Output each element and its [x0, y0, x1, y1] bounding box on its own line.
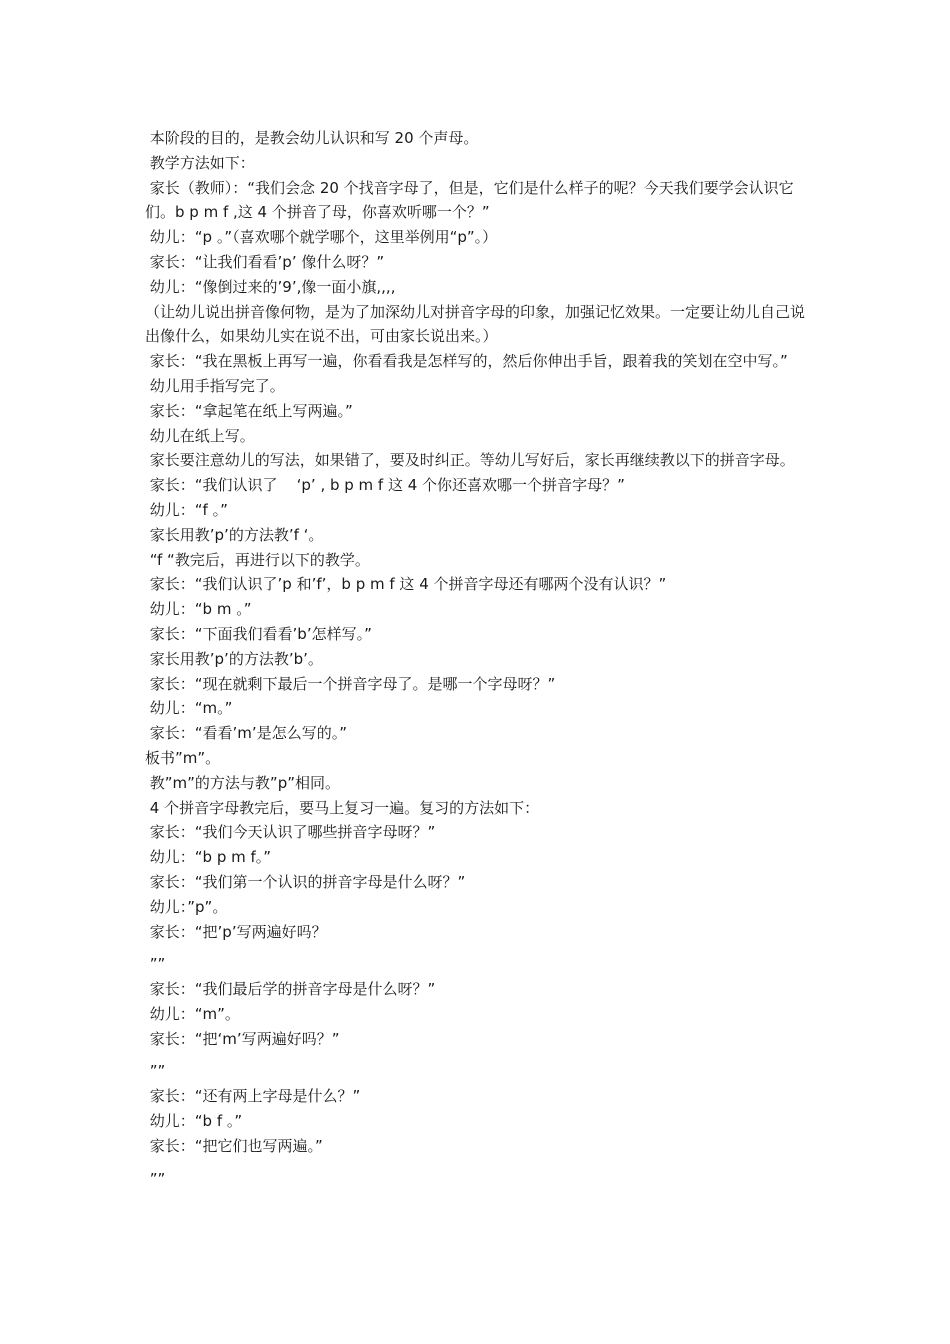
paragraph-child-p-answer: 幼儿：”p”。: [145, 897, 228, 916]
paragraph-quote-marks-2: ””: [145, 1062, 166, 1081]
paragraph-parent-last-learned: 家长：“我们最后学的拼音字母是什么呀？”: [145, 980, 436, 999]
paragraph-child-bpmf: 幼儿：“b p m f。”: [145, 848, 272, 867]
paragraph-method-intro: 教学方法如下：: [145, 153, 255, 172]
paragraph-review-intro: 4 个拼音字母教完后，要马上复习一遍。复习的方法如下：: [145, 798, 540, 817]
paragraph-parent-blackboard: 家长：“我在黑板上再写一遍，你看看我是怎样写的，然后你伸出手旨，跟着我的笑划在空中写。”: [145, 352, 788, 371]
paragraph-parent-two-left: 家长：“还有两上字母是什么？”: [145, 1087, 361, 1106]
paragraph-quote-marks-1: ””: [145, 955, 166, 974]
paragraph-parent-b: 家长：“下面我们看看’b’怎样写。”: [145, 624, 372, 643]
paragraph-child-bm: 幼儿：“b m 。”: [145, 600, 252, 619]
paragraph-child-m: 幼儿：“m。”: [145, 699, 233, 718]
paragraph-parent-write-both: 家长：“把它们也写两遍。”: [145, 1136, 323, 1155]
paragraph-child-finger: 幼儿用手指写完了。: [145, 376, 285, 395]
paragraph-parent-pen: 家长：“拿起笔在纸上写两遍。”: [145, 401, 353, 420]
paragraph-teach-m: 教”m”的方法与教”p”相同。: [145, 773, 340, 792]
paragraph-parent-intro: 家长（教师）：“我们会念 20 个找音字母了，但是，它们是什么样子的呢？今天我们要学会认识它们。b p m f ,这 4 个拼音了母，你喜欢听哪一个？”: [145, 178, 794, 222]
paragraph-parent-review: 家长：“我们今天认识了哪些拼音字母呀？”: [145, 823, 436, 842]
paragraph-after-f: “f “教完后，再进行以下的教学。: [145, 550, 370, 569]
paragraph-child-bf: 幼儿：“b f 。”: [145, 1112, 243, 1131]
paragraph-parent-teach-f: 家长用教’p’的方法教’f ‘。: [145, 525, 324, 544]
paragraph-child-f: 幼儿：“f 。”: [145, 500, 228, 519]
paragraph-blackboard-m: 板书”m”。: [145, 748, 221, 767]
paragraph-child-like-9: 幼儿：“像倒过来的’9’,像一面小旗,,,,: [145, 277, 396, 296]
paragraph-parent-write-m: 家长：“把‘m’写两遍好吗？”: [145, 1029, 340, 1048]
paragraph-purpose: 本阶段的目的，是教会幼儿认识和写 20 个声母。: [145, 129, 479, 147]
paragraph-parent-look-p: 家长：“让我们看看’p’ 像什么呀？”: [145, 252, 385, 271]
paragraph-parent-teach-b: 家长用教’p’的方法教’b’。: [145, 649, 323, 668]
paragraph-parent-write-p: 家长：“把’p’写两遍好吗？: [145, 922, 327, 941]
paragraph-parent-next-letter: 家长：“我们认识了 ‘p’ , b p m f 这 4 个你还喜欢哪一个拼音字母？”: [145, 476, 625, 495]
paragraph-parent-which-two: 家长：“我们认识了’p 和’f’，b p m f 这 4 个拼音字母还有哪两个没有认识？”: [145, 575, 667, 594]
paragraph-child-p: 幼儿：“p 。”（喜欢哪个就学哪个，这里举例用“p”。）: [145, 228, 498, 247]
document-body: [145, 126, 810, 1191]
paragraph-quote-marks-3: ””: [145, 1169, 166, 1188]
paragraph-child-m-answer: 幼儿：“m”。: [145, 1004, 240, 1023]
paragraph-parent-m: 家长：“看看’m’是怎么写的。”: [145, 724, 347, 743]
paragraph-note-memory: （让幼儿说出拼音像何物，是为了加深幼儿对拼音字母的印象，加强记忆效果。一定要让幼儿自己说出像什么，如果幼儿实在说不出，可由家长说出来。）: [145, 302, 806, 346]
paragraph-parent-correct: 家长要注意幼儿的写法，如果错了，要及时纠正。等幼儿写好后，家长再继续教以下的拼音字母。: [145, 451, 795, 470]
paragraph-child-writes: 幼儿在纸上写。: [145, 426, 255, 445]
paragraph-parent-first: 家长：“我们第一个认识的拼音字母是什么呀？”: [145, 872, 466, 891]
paragraph-parent-last: 家长：“现在就剩下最后一个拼音字母了。是哪一个字母呀？”: [145, 674, 556, 693]
